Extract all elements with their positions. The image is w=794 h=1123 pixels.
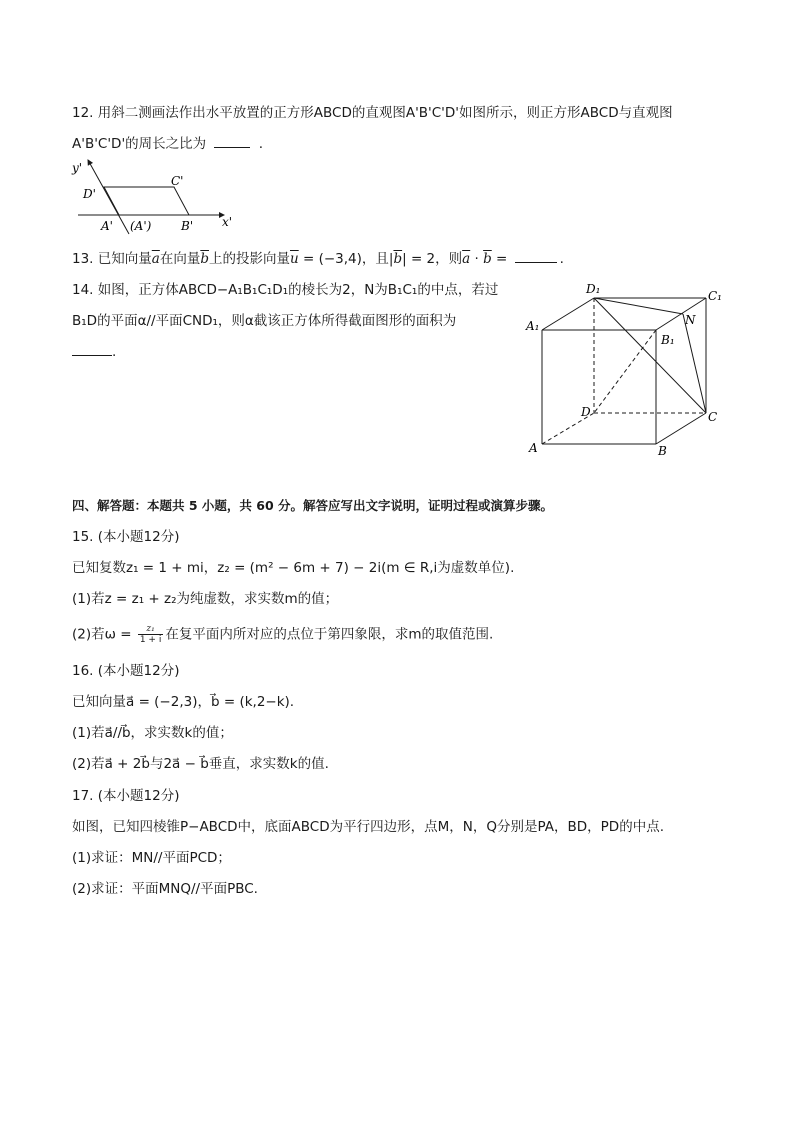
q13-answer-blank (515, 250, 557, 263)
q15-part2 (72, 624, 493, 645)
q14-line3 (72, 342, 116, 362)
q12-figure (66, 156, 246, 236)
q14-label-b1: B₁ (661, 333, 675, 347)
q12-label-o: (A') (130, 219, 152, 233)
q12-line2 (72, 134, 263, 154)
q13-mid2: 上的投影向量 (208, 251, 290, 267)
q15-stem: 已知复数z₁ = 1 + mi，z₂ = (m² − 6m + 7) − 2i(m ∈ R,i为虚数单位). (72, 560, 515, 576)
q14-label-c1: C₁ (708, 289, 722, 303)
q16-part1: (1)若a⃗//b⃗，求实数k的值； (72, 725, 233, 741)
q15-fraction (138, 624, 164, 645)
q14-line1: 14. 如图，正方体ABCD−A₁B₁C₁D₁的棱长为2，N为B₁C₁的中点，若过 (72, 282, 499, 298)
q13-prefix: 13. 已知向量 (72, 251, 152, 267)
q14-line2: B₁D的平面α//平面CND₁，则α截该正方体所得截面图形的面积为 (72, 313, 457, 329)
q13-vector-b-abs: $\overline{b}$ (393, 251, 403, 267)
q14-label-d1: D₁ (586, 282, 601, 296)
q16-stem: 已知向量a⃗ = (−2,3)，b⃗ = (k,2−k). (72, 694, 295, 710)
q17-part2: (2)求证：平面MNQ//平面PBC. (72, 881, 258, 897)
q16-title: 16. (本小题12分) (72, 663, 180, 679)
q14-cube-figure (520, 278, 730, 458)
q14-label-b: B (658, 444, 667, 458)
q12-label-d: D' (83, 187, 96, 201)
q13-mid1: 在向量 (159, 251, 201, 267)
q13-vector-a-dot: $\overline{a}$ (462, 251, 471, 267)
q12-line2-text: A'B'C'D'的周长之比为 (72, 136, 207, 152)
q13-expr1: = (−3,4)，且| (298, 251, 394, 267)
q15-part1: (1)若z = z₁ + z₂为纯虚数，求实数m的值； (72, 591, 339, 607)
q12-label-b: B' (181, 219, 194, 233)
q13-vector-b-dot: $\overline{b}$ (483, 251, 492, 267)
q14-answer-blank (72, 343, 112, 356)
q12-line2-end: . (258, 136, 264, 152)
q16-part2: (2)若a⃗ + 2b⃗与2a⃗ − b⃗垂直，求实数k的值. (72, 756, 329, 772)
q15-part2-pre: (2)若ω = (72, 626, 136, 643)
q13-expr2: | = 2，则 (402, 251, 463, 267)
q15-part2-post: 在复平面内所对应的点位于第四象限，求m的取值范围. (165, 626, 494, 643)
q13-vector-b: $\overline{b}$ (200, 251, 209, 267)
q12-label-a: A' (101, 219, 113, 233)
q14-label-a: A (529, 441, 538, 455)
q14-label-n: N (685, 313, 696, 327)
q12-label-y: y' (72, 161, 83, 175)
q13-expr3: = (491, 251, 512, 267)
q14-label-c: C (708, 410, 718, 424)
section4-heading: 四、解答题：本题共 5 小题，共 60 分。解答应写出文字说明，证明过程或演算步骤。 (72, 498, 554, 513)
q12-label-x: x' (222, 215, 233, 229)
q15-frac-num: z₁ (138, 624, 164, 635)
q13-dot: · (470, 251, 484, 267)
q15-frac-den: 1 + i (139, 635, 162, 645)
q13-line (72, 249, 564, 269)
q13-end: . (559, 251, 564, 267)
q17-stem: 如图，已知四棱锥P−ABCD中，底面ABCD为平行四边形，点M，N，Q分别是PA，BD，PD的中点. (72, 819, 664, 835)
q12-parallelogram (104, 187, 189, 215)
q12-label-c: C' (171, 174, 184, 188)
q17-title: 17. (本小题12分) (72, 788, 180, 804)
q13-vector-a: $\overline{a}$ (151, 251, 160, 267)
q15-title: 15. (本小题12分) (72, 529, 180, 545)
q12-answer-blank (214, 135, 250, 148)
q14-line3-end: . (112, 344, 117, 360)
q13-vector-u: $\overline{u}$ (289, 251, 299, 267)
q14-label-a1: A₁ (526, 319, 540, 333)
q14-label-d: D (581, 405, 591, 419)
q17-part1: (1)求证：MN//平面PCD； (72, 850, 231, 866)
q12-line1: 12. 用斜二测画法作出水平放置的正方形ABCD的直观图A'B'C'D'如图所示，则正方形ABCD与直观图 (72, 105, 673, 121)
